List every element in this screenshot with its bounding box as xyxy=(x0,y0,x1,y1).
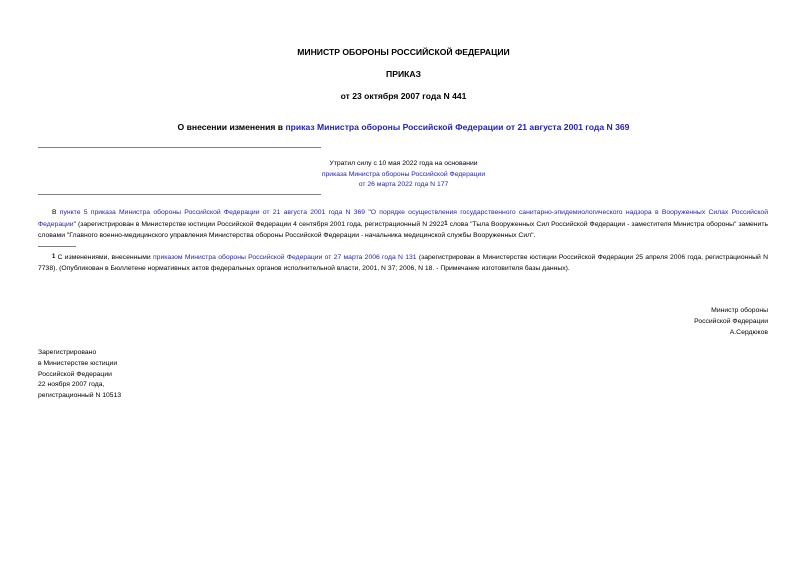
title-prefix: О внесении изменения в xyxy=(177,122,286,132)
title-link[interactable]: приказ Министра обороны Российской Федерации от 21 августа 2001 года N 369 xyxy=(285,122,630,132)
paragraph-text-1: В xyxy=(52,209,60,216)
divider-bottom xyxy=(38,194,321,195)
signature-block xyxy=(560,306,768,338)
paragraph-link-point5[interactable]: пункте 5 приказа Министра обороны Российской Федерации от 21 августа 2001 года N 369 xyxy=(59,209,366,216)
paragraph-link-order-title[interactable]: О порядке осуществления государственного санитарно-эпидемиологического надзора в Вооруженных Силах Российской Федерации xyxy=(38,209,768,228)
doc-type-heading: ПРИКАЗ xyxy=(386,69,421,79)
date-number-heading: от 23 октября 2007 года N 441 xyxy=(340,91,467,101)
registration-line4: 22 ноября 2007 года, xyxy=(38,381,105,389)
signature-line3: А.Сердюков xyxy=(729,328,768,336)
registration-line5: регистрационный N 10513 xyxy=(38,392,122,400)
footnote-text-1: С изменениями, внесенными xyxy=(55,254,153,261)
status-note-link-line3[interactable]: от 26 марта 2022 года N 177 xyxy=(358,181,449,188)
signature-line1: Министр обороны xyxy=(711,307,768,314)
signature-line2: Российской Федерации xyxy=(694,317,768,325)
status-note xyxy=(0,159,807,191)
registration-line1: Зарегистрировано xyxy=(38,349,97,356)
status-note-line1: Утратил силу с 10 мая 2022 года на основании xyxy=(329,160,478,167)
divider-top xyxy=(38,147,321,148)
main-paragraph xyxy=(38,208,768,241)
paragraph-text-2: " xyxy=(365,209,371,216)
footnote-link[interactable]: приказом Министра обороны Российской Федерации от 27 марта 2006 года N 131 xyxy=(153,254,417,261)
registration-line2: в Министерстве юстиции xyxy=(38,359,118,367)
footnote-text-2: (зарегистрирован в Министерстве юстиции Российской Федерации 25 апреля 2006 года, регистрационный N 7738). (Опубликован в Бюллетене нормативных актов федеральных органов исполнительной власти, 2001, N 37; 2006, N 18. - Примечание изготовителя базы данных). xyxy=(38,254,769,272)
registration-block xyxy=(38,348,238,402)
footnote-divider xyxy=(38,246,76,247)
registration-line3: Российской Федерации xyxy=(38,370,112,378)
footnote xyxy=(38,252,768,275)
footnote-mark[interactable]: 1 xyxy=(444,220,448,227)
document-title xyxy=(0,122,807,132)
status-note-link-line2[interactable]: приказа Министра обороны Российской Федерации xyxy=(321,170,486,178)
ministry-heading: МИНИСТР ОБОРОНЫ РОССИЙСКОЙ ФЕДЕРАЦИИ xyxy=(297,47,510,57)
paragraph-text-4: слова "Тыла Вооруженных Сил Российской Федерации - заместителя Министра обороны" заменить словами "Главного военно-медицинского управления Министерства обороны Российской Федерации - начальника медицинской службы Вооруженных Сил". xyxy=(38,220,768,239)
paragraph-text-3: " (зарегистрирован в Министерстве юстиции Российской Федерации 4 сентября 2001 года, регистрационный N 2922 xyxy=(73,220,445,228)
footnote-number: 1 xyxy=(52,254,56,260)
